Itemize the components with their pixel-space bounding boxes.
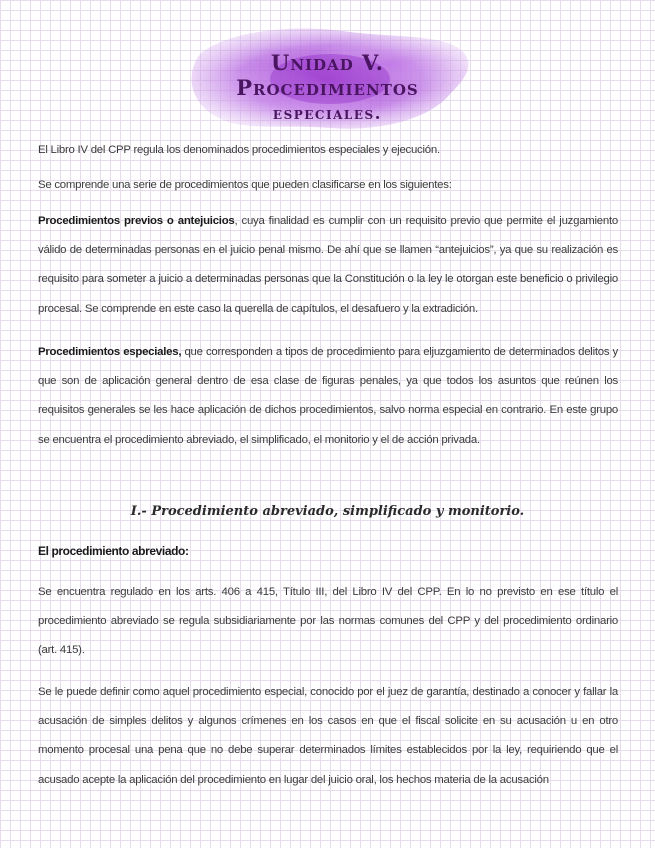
paragraph-definicion: Se le puede definir como aquel procedimiento especial, conocido por el juez de garantía, destinado a conocer y fallar la acusación de simples delitos y algunos crímenes en los casos en que el fiscal solicite en su acusación u en otro momento procesal una pena que no debe superar determinados límites establecidos por la ley, requiriendo que el acusado acepte la aplicación del procedimiento en lugar del juicio oral, los hechos materia de la acusación [38, 686, 618, 786]
procedimientos-especiales-text: que corresponden a tipos de procedimiento para eljuzgamiento de determinados delitos y que son de aplicación general dentro de esa clase de figuras penales, ya que todos los asuntos que reúnen los requisitos generales se les hace aplicación de dichos procedimientos, salvo norma especial en contrario. En este grupo se encuentra el procedimiento abreviado, el simplificado, el monitorio y el de acción privada. [38, 346, 618, 446]
antejuicios-text: , cuya finalidad es cumplir con un requisito previo que permite el juzgamiento válido de determinadas personas en el juicio penal mismo. De ahí que se llamen “antejuicios”, ya que su realización es requisito para someter a juicio a determinadas personas que la Constitución o la ley le otorgan este beneficio o privilegio procesal. Se comprende en este caso la querella de capítulos, el desafuero y la extradición. [38, 215, 618, 315]
paragraph-procedimientos-especiales [38, 338, 618, 455]
term-antejuicios: Procedimientos previos o antejuicios [38, 215, 235, 227]
paragraph-regulacion: Se encuentra regulado en los arts. 406 a 415, Título III, del Libro IV del CPP. En lo no previsto en ese título el procedimiento abreviado se regula subsidiariamente por las normas comunes del CPP y del procedimiento ordinario (art. 415). [38, 586, 618, 657]
paragraph-antejuicios [38, 207, 618, 324]
section-heading: I.- Procedimiento abreviado, simplificado y monitorio. [130, 504, 525, 519]
paragraph-classification: Se comprende una serie de procedimientos que pueden clasificarse en los siguientes: [38, 179, 452, 191]
title-banner [180, 24, 475, 134]
page-title-line-2: especiales. [272, 104, 383, 124]
page-title-line-1: Unidad V. Procedimientos [236, 50, 419, 100]
paragraph-intro: El Libro IV del CPP regula los denominados procedimientos especiales y ejecución. [38, 144, 440, 156]
sub-heading-abreviado: El procedimiento abreviado: [38, 544, 189, 558]
term-procedimientos-especiales: Procedimientos especiales, [38, 346, 182, 358]
